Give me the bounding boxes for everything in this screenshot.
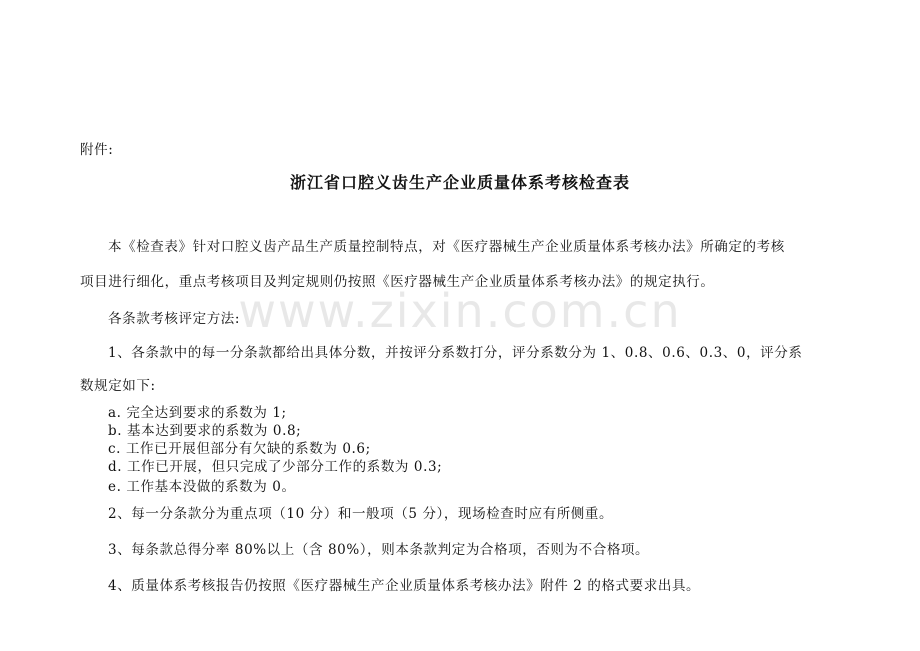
methods-heading: 各条款考核评定方法:: [108, 311, 241, 327]
intro-paragraph-line-1: 本《检查表》针对口腔义齿产品生产质量控制特点，对《医疗器械生产企业质量体系考核办法》所确定的考核: [108, 239, 785, 255]
document-title: 浙江省口腔义齿生产企业质量体系考核检查表: [289, 173, 630, 192]
rule-1-line-2: 数规定如下:: [80, 378, 156, 394]
coefficient-item-b: b. 基本达到要求的系数为 0.8;: [108, 423, 302, 439]
coefficient-item-d: d. 工作已开展，但只完成了少部分工作的系数为 0.3;: [108, 459, 443, 475]
rule-2: 2、每一分条款分为重点项（10 分）和一般项（5 分），现场检查时应有所侧重。: [108, 506, 614, 522]
rule-1-line-1: 1、各条款中的每一分条款都给出具体分数，并按评分系数打分，评分系数分为 1、0.8、0.6、0.3、0，评分系: [108, 345, 803, 361]
coefficient-item-e: e. 工作基本没做的系数为 0。: [108, 479, 296, 495]
rule-4: 4、质量体系考核报告仍按照《医疗器械生产企业质量体系考核办法》附件 2 的格式要求出具。: [108, 578, 701, 594]
rule-3: 3、每条款总得分率 80%以上（含 80%），则本条款判定为合格项，否则为不合格项。: [108, 542, 650, 558]
watermark: www.zixin.com.cn: [238, 284, 682, 338]
coefficient-item-c: c. 工作已开展但部分有欠缺的系数为 0.6;: [108, 441, 371, 457]
attachment-label: 附件:: [80, 142, 114, 158]
coefficient-item-a: a. 完全达到要求的系数为 1;: [108, 405, 287, 421]
intro-paragraph-line-2: 项目进行细化，重点考核项目及判定规则仍按照《医疗器械生产企业质量体系考核办法》的规定执行。: [80, 274, 715, 290]
